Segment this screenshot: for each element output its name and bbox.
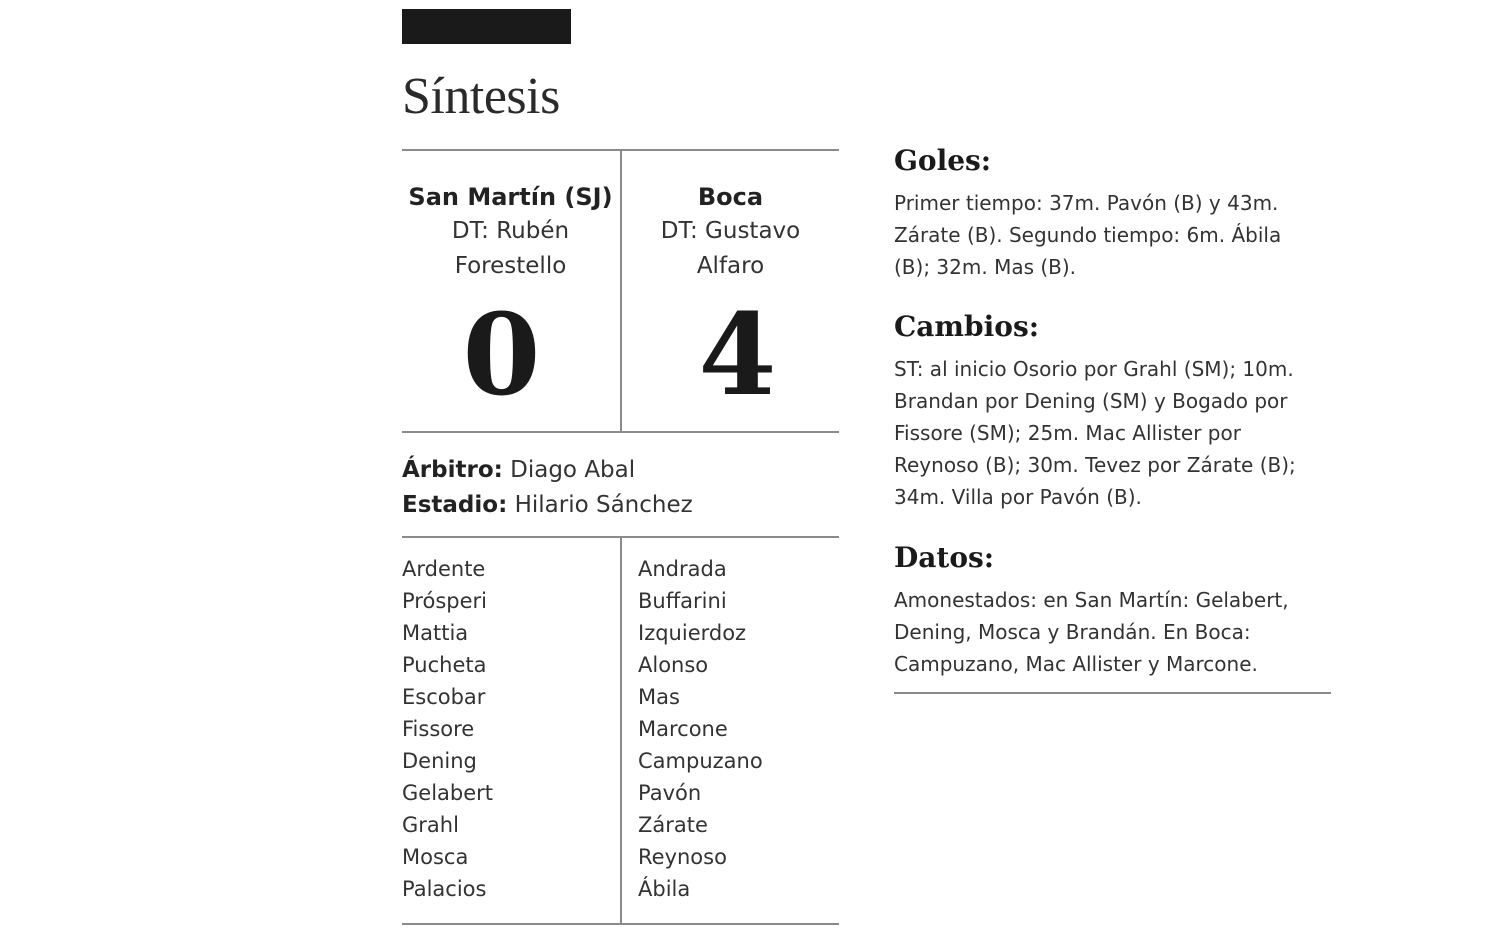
away-coach-line1: DT: Gustavo xyxy=(660,218,801,244)
away-player: Alonso xyxy=(638,653,709,677)
away-roster xyxy=(638,553,763,905)
home-coach-line2: Forestello xyxy=(454,253,567,279)
cambios-line: Fissore (SM); 25m. Mac Allister por xyxy=(894,421,1241,445)
datos-line: Dening, Mosca y Brandán. En Boca: xyxy=(894,620,1251,644)
away-player: Marcone xyxy=(638,717,728,741)
page-title: Síntesis xyxy=(402,68,560,125)
referee-line xyxy=(402,453,635,488)
away-player: Zárate xyxy=(638,813,708,837)
cambios-line: Brandan por Dening (SM) y Bogado por xyxy=(894,389,1288,413)
stadium-label: Estadio: xyxy=(402,492,508,518)
cambios-text xyxy=(894,353,1334,513)
home-player: Palacios xyxy=(402,877,487,901)
home-player: Grahl xyxy=(402,813,459,837)
home-player: Ardente xyxy=(402,557,486,581)
away-player: Andrada xyxy=(638,557,727,581)
away-player: Izquierdoz xyxy=(638,621,747,645)
home-player: Pucheta xyxy=(402,653,487,677)
away-coach-line2: Alfaro xyxy=(696,253,765,279)
home-team-block xyxy=(402,180,619,284)
away-team-name: Boca xyxy=(697,183,764,211)
divider-right-bottom xyxy=(894,692,1331,694)
home-player: Mosca xyxy=(402,845,469,869)
home-team-name: San Martín (SJ) xyxy=(408,183,613,211)
away-player: Buffarini xyxy=(638,589,727,613)
home-player: Mattia xyxy=(402,621,469,645)
cambios-line: Reynoso (B); 30m. Tevez por Zárate (B); xyxy=(894,453,1296,477)
home-player: Fissore xyxy=(402,717,475,741)
divider-roster-vertical xyxy=(620,537,622,924)
goles-heading: Goles: xyxy=(894,144,992,177)
section-tag-bar xyxy=(402,9,571,44)
home-player: Escobar xyxy=(402,685,486,709)
goles-text xyxy=(894,187,1334,283)
away-player: Ábila xyxy=(638,877,691,901)
datos-line: Campuzano, Mac Allister y Marcone. xyxy=(894,652,1258,676)
referee-name: Diago Abal xyxy=(510,457,636,483)
goles-line: Primer tiempo: 37m. Pavón (B) y 43m. xyxy=(894,191,1279,215)
referee-label: Árbitro: xyxy=(402,457,503,483)
divider-score-bottom xyxy=(402,431,839,433)
away-player: Mas xyxy=(638,685,680,709)
home-coach-line1: DT: Rubén xyxy=(451,218,570,244)
home-roster xyxy=(402,553,493,905)
home-player: Dening xyxy=(402,749,477,773)
cambios-line: ST: al inicio Osorio por Grahl (SM); 10m. xyxy=(894,357,1294,381)
home-player: Prósperi xyxy=(402,589,487,613)
away-score: 4 xyxy=(698,290,777,421)
divider-bottom xyxy=(402,923,839,925)
datos-text xyxy=(894,584,1334,680)
home-score: 0 xyxy=(462,290,541,421)
goles-line: (B); 32m. Mas (B). xyxy=(894,255,1077,279)
datos-heading: Datos: xyxy=(894,541,995,574)
away-player: Reynoso xyxy=(638,845,727,869)
home-player: Gelabert xyxy=(402,781,494,805)
datos-line: Amonestados: en San Martín: Gelabert, xyxy=(894,588,1289,612)
away-player: Campuzano xyxy=(638,749,763,773)
cambios-line: 34m. Villa por Pavón (B). xyxy=(894,485,1142,509)
stadium-line xyxy=(402,488,693,523)
stadium-name: Hilario Sánchez xyxy=(514,492,693,518)
cambios-heading: Cambios: xyxy=(894,310,1040,343)
goles-line: Zárate (B). Segundo tiempo: 6m. Ábila xyxy=(894,223,1282,247)
away-player: Pavón xyxy=(638,781,702,805)
away-team-block xyxy=(622,180,839,284)
